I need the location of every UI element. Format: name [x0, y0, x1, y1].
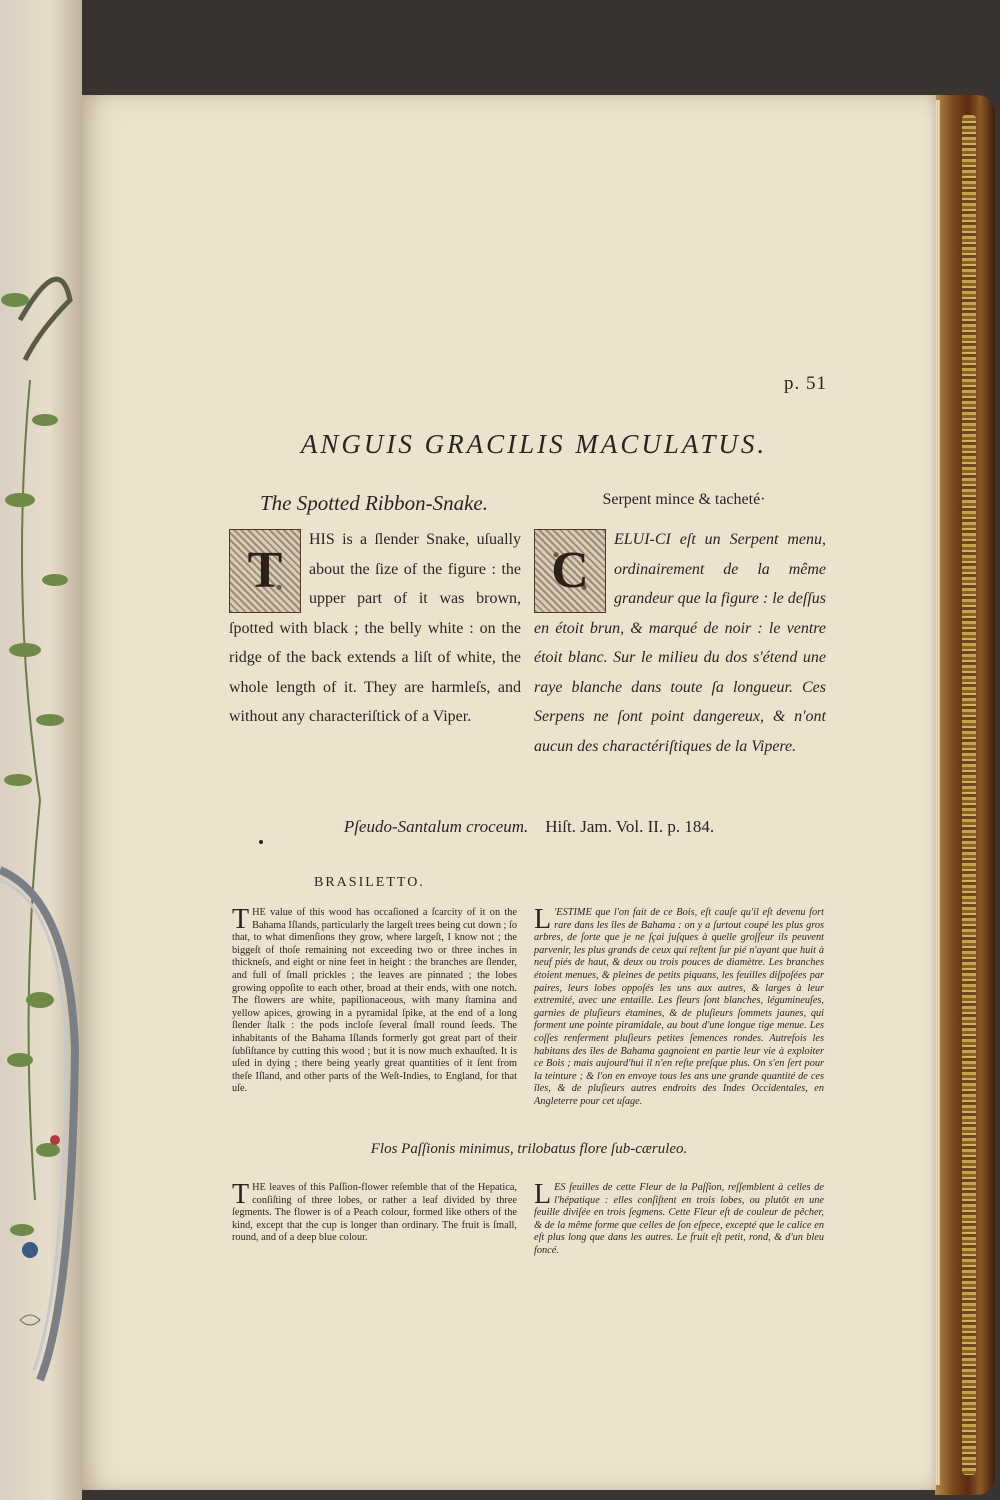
english-heading: The Spotted Ribbon-Snake. — [259, 491, 489, 515]
citation-rest: Hiſt. Jam. Vol. II. p. 184. — [545, 817, 715, 836]
brasiletto-french — [534, 904, 824, 1109]
flos-fr-text: ES feuilles de cette Fleur de la Paſſion, reſſemblent à celles de l'hépatique : elles conſiſtent en trois lobes, ou plutôt en une feuille diviſée en trois ſegmens. Cette Fleur eſt de couleur de pêcher, & de la même forme que celles de ſon eſpece, excepté que le calice en eſt plus long que dans les autres. Le fruit eſt petit, rond, & d'un bleu foncé. — [534, 1182, 824, 1256]
french-text: ELUI-CI eſt un Serpent menu, ordinairement de la même grandeur que la figure : le deſſus en étoit brun, & marqué de noir : le ventre étoit blanc. Sur le milieu du dos s'étend une raye blanche dans toute ſa longueur. Ces Serpens ne ſont point dangereux, & n'ont aucun des charactériſtiques de la Vipere. — [534, 531, 826, 755]
flos-en-cap: T — [232, 1179, 250, 1210]
english-text: HIS is a ſlender Snake, uſually about the ſize of the figure : the upper part of it was brown, ſpotted with black ; the belly white : on the ridge of the back extends a liſt of white, the whole length of it. They are harmleſs, and without any characteriſtick of a Viper. — [229, 531, 521, 725]
ornamental-dropcap-c: C — [534, 529, 606, 613]
brasiletto-en-cap: T — [232, 904, 250, 935]
french-paragraph — [534, 525, 826, 761]
french-heading: Serpent mince & tacheté· — [602, 491, 766, 508]
ornamental-dropcap-t: T — [229, 529, 301, 613]
page-title: ANGUIS GRACILIS MACULATUS. — [300, 429, 768, 459]
section-heading: BRASILETTO. — [314, 875, 425, 890]
flos-french — [534, 1179, 824, 1258]
flos-english — [232, 1179, 517, 1245]
brasiletto-fr-text: 'ESTIME que l'on fait de ce Bois, eſt cauſe qu'il eſt devenu fort rare dans les îles de Bahama : on y a ſurtout coupé les plus gros arbres, de ſorte que je ne ſçai juſques à quelle groſſeur ils peuvent parvenir, les plus grands de ceux qui reſtent ſur pié n'ayant que huit à neuf piés de haut, & deux ou trois pouces de diamètre. Les branches étoient menues, & pleines de petits piquans, les feuilles diſpoſées par paires, leurs lobes oppoſés les uns aux autres, & larges à leur extremité, avec une entaille. Les fleurs ſont blanches, légumineuſes, garnies de pluſieurs étamines, & de pluſieurs ſommets jaunes, qui forment une pointe piramidale, au bout d'une longue tige menue. Les coſſes renferment pluſieurs petites ſemences rondes. Autrefois les habitans des îles de Bahama gagnoient en partie leur vie à exploiter ce Bois ; mais aujourd'hui il n'en reſte preſque plus. On s'en ſert pour la teinture ; & l'on en envoye tous les ans une grande quantité de ces îles, & de pluſieurs autres endroits des Indes Occidentales, en Angleterre pour cet uſage. — [534, 907, 824, 1107]
flos-heading: Flos Paſſionis minimus, trilobatus flore ſub-cæruleo. — [370, 1141, 688, 1157]
flos-fr-cap: L — [534, 1179, 552, 1210]
brasiletto-fr-cap: L — [534, 904, 552, 935]
citation — [229, 817, 829, 837]
page-number: p. 51 — [784, 373, 827, 394]
citation-italic: Pſeudo-Santalum croceum. — [343, 817, 529, 836]
ink-dot — [259, 840, 263, 844]
right-page — [74, 95, 936, 1490]
botanical-plate-icon — [0, 0, 82, 1500]
english-paragraph — [229, 525, 521, 732]
flos-en-text: HE leaves of this Paſſion-flower reſemble that of the Hepatica, conſiſting of three lobes, or rather a leaf divided by three ſegments. The flower is of a Peach colour, formed like others of the kind, except that the cup is longer than ordinary. The fruit is ſmall, round, and of a deep blue colour. — [232, 1182, 517, 1244]
brasiletto-en-text: HE value of this wood has occaſioned a ſcarcity of it on the Bahama Iſlands, particularly the largeſt trees being cut down ; ſo that, to what dimenſions they grow, where largeſt, I know not ; the biggeſt of thoſe remaining not exceeding two or three inches in thickneſs, and eight or nine feet in height : the branches are ſlender, and full of ſmall prickles ; the leaves are pinnated ; the lobes growing oppoſite to each other, broad at their ends, with one notch. The flowers are white, papilionaceous, with many ſtamina and yellow apices, growing in a pyramidal ſpike, at the end of a long ſlender ſtalk : the pods incloſe ſeveral ſmall round ſeeds. The inhabitants of the Bahama Iſlands formerly got great part of their ſubſiſtance by cutting this wood ; but it is now much exhauſted. It is uſed in dying ; there being yearly great quantities of it ſent from theſe Iſland, and other parts of the Weſt-Indies, to England, for that uſe. — [232, 907, 517, 1095]
left-page-illustration — [0, 0, 82, 1500]
gilt-page-edge — [962, 115, 976, 1475]
brasiletto-english — [232, 904, 517, 1096]
